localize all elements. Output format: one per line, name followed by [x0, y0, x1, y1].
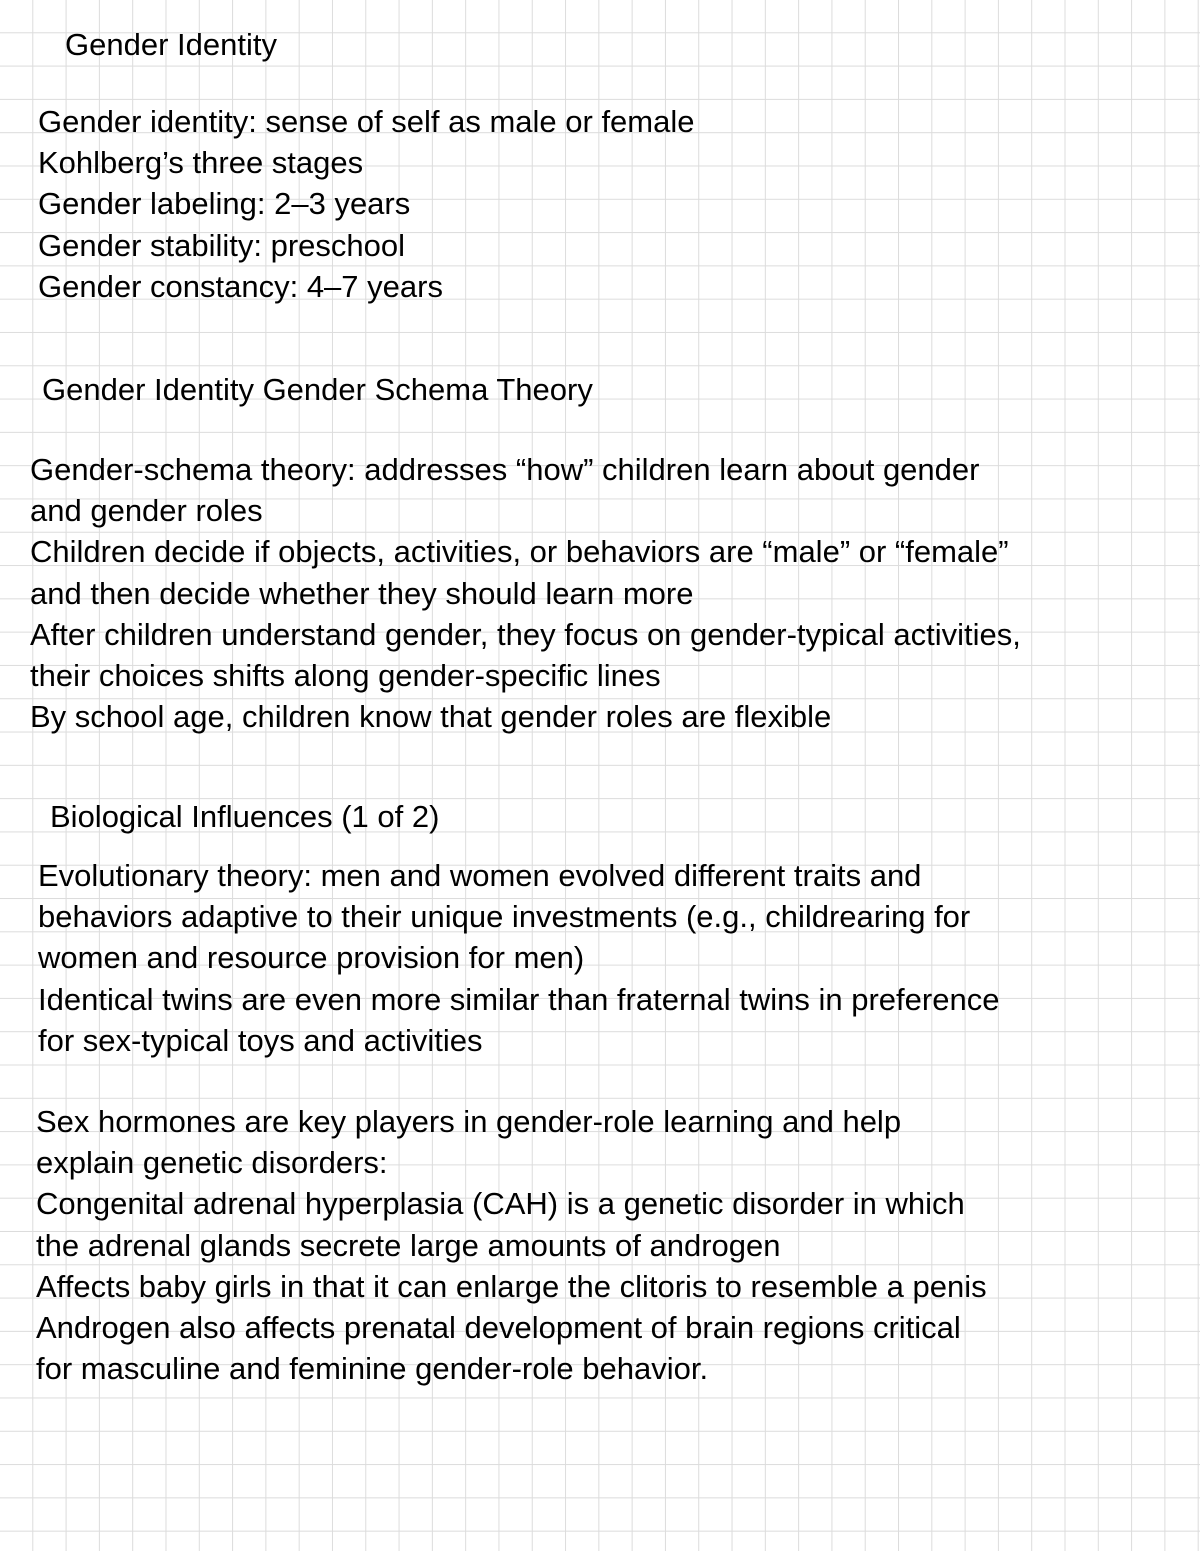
note-line: After children understand gender, they focus on gender-typical activities,: [30, 616, 1021, 652]
section-body-gender-schema-theory: [30, 449, 1021, 737]
note-line: Evolutionary theory: men and women evolved different traits and: [38, 858, 922, 893]
note-line: behaviors adaptive to their unique investments (e.g., childrearing for: [38, 899, 971, 935]
note-line: Androgen also affects prenatal development of brain regions critical: [36, 1310, 961, 1346]
section-title-gender-identity: Gender Identity: [65, 27, 277, 62]
note-line: Affects baby girls in that it can enlarge the clitoris to resemble a penis: [36, 1268, 987, 1304]
section-title-biological-influences: Biological Influences (1 of 2): [50, 799, 440, 834]
note-line: Congenital adrenal hyperplasia (CAH) is a genetic disorder in which: [36, 1186, 965, 1222]
note-line: and gender roles: [30, 493, 263, 529]
note-line: for sex-typical toys and activities: [38, 1022, 483, 1058]
note-line: their choices shifts along gender-specific lines: [30, 658, 661, 694]
section-body-biological-influences: [38, 855, 999, 1061]
note-line: Gender labeling: 2–3 years: [38, 186, 411, 222]
note-line: Kohlberg’s three stages: [38, 145, 364, 181]
section-title-gender-schema-theory: Gender Identity Gender Schema Theory: [42, 372, 593, 407]
note-line: Gender-schema theory: addresses “how” children learn about gender: [30, 452, 980, 487]
note-line: Gender constancy: 4–7 years: [38, 268, 443, 304]
note-line: Children decide if objects, activities, or behaviors are “male” or “female”: [30, 534, 1009, 570]
note-line: and then decide whether they should learn more: [30, 575, 694, 611]
note-line: for masculine and feminine gender-role behavior.: [36, 1351, 709, 1387]
note-line: Identical twins are even more similar than fraternal twins in preference: [38, 981, 1000, 1017]
section-body-sex-hormones: [36, 1101, 987, 1389]
note-line: women and resource provision for men): [38, 940, 585, 976]
note-line: Gender stability: preschool: [38, 227, 406, 263]
note-line: the adrenal glands secrete large amounts of androgen: [36, 1227, 781, 1263]
note-line: By school age, children know that gender roles are flexible: [30, 699, 832, 735]
note-line: Sex hormones are key players in gender-role learning and help: [36, 1104, 902, 1139]
note-line: Gender identity: sense of self as male or female: [38, 104, 695, 139]
section-body-gender-identity: [38, 101, 695, 307]
note-line: explain genetic disorders:: [36, 1145, 388, 1181]
